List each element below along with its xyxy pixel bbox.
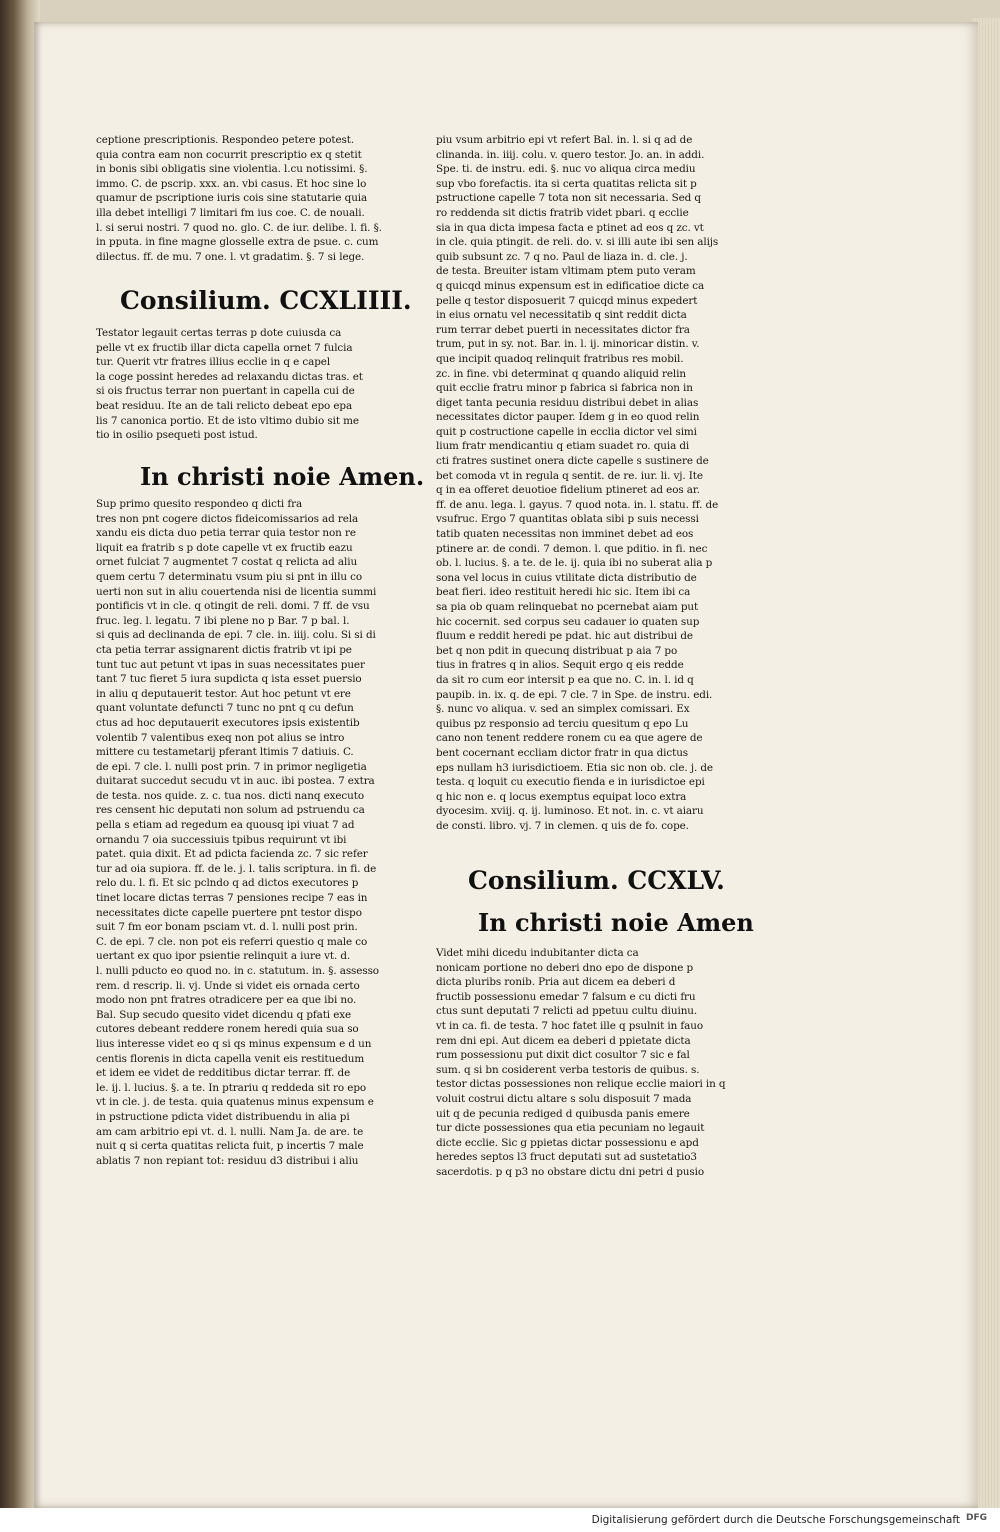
text-line: C. de epi. 7 cle. non pot eis referri questio q male co bbox=[96, 935, 368, 948]
text-line: de consti. libro. vj. 7 in clemen. q uis de fo. cope. bbox=[436, 819, 689, 832]
text-line: §. nunc vo aliqua. v. sed an simplex comissari. Ex bbox=[436, 703, 690, 716]
text-line: quant voluntate defuncti 7 tunc no pnt q cu defun bbox=[96, 702, 354, 715]
text-line: Bal. Sup secudo quesito videt dicendu q pfati exe bbox=[96, 1008, 352, 1021]
text-line: uerti non sut in aliu couertenda nisi de licentia summi bbox=[96, 585, 377, 598]
text-line: tio in osilio psequeti post istud. bbox=[96, 429, 258, 442]
text-line: zc. in fine. vbi determinat q quando aliquid relin bbox=[436, 367, 686, 380]
text-line: xandu eis dicta duo petia terrar quia testor non re bbox=[96, 527, 356, 540]
text-line: trum, put in sy. not. Bar. in. l. ij. minoricar distin. v. bbox=[436, 338, 700, 351]
text-line: tur. Querit vtr fratres illius ecclie in q e capel bbox=[96, 356, 331, 369]
text-line: rem dni epi. Aut dicem ea deberi d ppietate dicta bbox=[436, 1034, 691, 1047]
text-line: relo du. l. fi. Et sic pclndo q ad dictos executores p bbox=[96, 877, 359, 890]
text-line: que incipit quadoq relinquit fratribus res mobil. bbox=[436, 352, 684, 365]
text-line: sa pia ob quam relinquebat no pcernebat aiam put bbox=[436, 601, 699, 613]
left-column-response-text bbox=[96, 497, 390, 1180]
text-line: tunt tuc aut petunt vt ipas in suas necessitates puer bbox=[96, 658, 365, 671]
text-line: vt in ca. fi. de testa. 7 hoc fatet ille q psulnit in fauo bbox=[436, 1019, 704, 1032]
text-line: vsufruc. Ergo 7 quantitas oblata sibi p suis necessi bbox=[436, 513, 699, 526]
text-line: pella s etiam ad regedum ea quousq ipi viuat 7 ad bbox=[96, 819, 355, 832]
text-line: sacerdotis. p q p3 no obstare dictu dni petri d pusio bbox=[436, 1165, 704, 1178]
text-line: uit q de pecunia rediged d quibusda panis emere bbox=[436, 1107, 690, 1120]
text-line: in pputa. in fine magne glosselle extra de psue. c. cum bbox=[96, 236, 379, 249]
text-line: Sup primo quesito respondeo q dicti fra bbox=[96, 498, 303, 510]
text-line: suit 7 fm eor bonam psciam vt. d. l. nulli post prin. bbox=[96, 921, 358, 934]
text-line: heredes septos l3 fruct deputati sut ad sustetatio3 bbox=[436, 1151, 697, 1164]
text-line: uertant ex quo ipor psientie relinquit a iure vt. d. bbox=[96, 950, 351, 963]
text-line: am cam arbitrio epi vt. d. l. nulli. Nam Ja. de are. te bbox=[96, 1125, 364, 1138]
text-line: rem. d rescrip. li. vj. Unde si videt eis ornada certo bbox=[96, 979, 360, 992]
text-line: quit p costructione capelle in ecclia dictor vel simi bbox=[436, 425, 697, 438]
text-line: mittere cu testametarij pferant ltimis 7 datiuis. C. bbox=[96, 746, 354, 759]
text-line: quit ecclie fratru minor p fabrica si fabrica non in bbox=[436, 382, 693, 395]
text-line: res censent hic deputati non solum ad pstruendu ca bbox=[96, 804, 365, 817]
left-consilium-heading: Consilium. CCXLIIII. bbox=[120, 286, 412, 315]
text-line: tres non pnt cogere dictos fideicomissarios ad rela bbox=[96, 512, 359, 525]
text-line: ptinere ar. de condi. 7 demon. l. que pditio. in fi. nec bbox=[436, 542, 708, 555]
text-line: in pstructione pdicta videt distribuendu in alia pi bbox=[96, 1110, 350, 1123]
text-line: si quis ad declinanda de epi. 7 cle. in. iiij. colu. Si si di bbox=[96, 629, 376, 642]
text-line: si ois fructus terrar non puertant in capella cui de bbox=[96, 385, 355, 398]
text-line: vt in cle. j. de testa. quia quatenus minus expensum e bbox=[96, 1096, 374, 1109]
left-invocation-heading: In christi noie Amen. bbox=[140, 462, 425, 491]
text-line: tinet locare dictas terras 7 pensiones recipe 7 eas in bbox=[96, 892, 368, 905]
text-line: necessitates dictor pauper. Idem g in eo quod relin bbox=[436, 411, 700, 424]
text-line: q quicqd minus expensum est in edificatioe dicte ca bbox=[436, 279, 705, 292]
text-line: dicte ecclie. Sic g ppietas dictar possessionu e apd bbox=[436, 1136, 699, 1149]
text-line: da sit ro cum eor intersit p ea que no. C. in. l. id q bbox=[436, 673, 694, 686]
text-line: dyocesim. xviij. q. ij. luminoso. Et not. in. c. vt aiaru bbox=[436, 805, 704, 818]
text-line: cano non tenent reddere ronem cu ea que agere de bbox=[436, 732, 703, 745]
text-line: ff. de anu. lega. l. gayus. 7 quod nota. in. l. statu. ff. de bbox=[436, 498, 719, 511]
text-line: cutores debeant reddere ronem heredi quia sua so bbox=[96, 1023, 359, 1036]
text-line: q in ea offeret deuotioe fidelium ptineret ad eos ar. bbox=[436, 484, 700, 497]
right-invocation-heading: In christi noie Amen bbox=[478, 908, 754, 937]
text-line: sum. q si bn cosiderent verba testoris de quibus. s. bbox=[436, 1063, 700, 1076]
text-line: quamur de pscriptione iuris cois sine statutarie quia bbox=[96, 192, 368, 205]
text-line: in eius ornatu vel necessitatib q sint reddit dicta bbox=[436, 309, 687, 322]
text-line: ctus sunt deputati 7 relicti ad ppetuu cultu diuinu. bbox=[436, 1005, 698, 1018]
text-line: quem certu 7 determinatu vsum piu si pnt in illu co bbox=[96, 570, 363, 583]
text-line: ornet fulciat 7 augmentet 7 costat q relicta ad aliu bbox=[96, 556, 358, 569]
text-line: Spe. ti. de instru. edi. §. nuc vo aliqua circa mediu bbox=[436, 163, 696, 176]
text-line: duitarat succedut secudu vt in auc. ibi postea. 7 extra bbox=[96, 775, 375, 788]
text-line: centis florenis in dicta capella venit eis restituedum bbox=[96, 1052, 365, 1065]
text-line: in cle. quia ptingit. de reli. do. v. si illi aute ibi sen alijs bbox=[436, 236, 719, 249]
text-line: de testa. Breuiter istam vltimam ptem puto veram bbox=[436, 265, 696, 278]
text-line: de testa. nos quide. z. c. tua nos. dicti nanq executo bbox=[96, 789, 364, 802]
text-line: bet comoda vt in regula q sentit. de re. iur. li. vj. Ite bbox=[436, 469, 703, 482]
text-line: la coge possint heredes ad relaxandu dictas tras. et bbox=[96, 370, 363, 383]
left-column-opening-text bbox=[96, 133, 390, 273]
text-line: ornandu 7 oia successiuis tpibus requirunt vt ibi bbox=[96, 833, 347, 846]
text-line: pelle q testor disposuerit 7 quicqd minus expedert bbox=[436, 294, 698, 307]
text-line: paupib. in. ix. q. de epi. 7 cle. 7 in Spe. de instru. edi. bbox=[436, 688, 713, 701]
text-line: illa debet intelligi 7 limitari fm ius coe. C. de nouali. bbox=[96, 206, 365, 219]
text-line: le. ij. l. lucius. §. a te. In ptrariu q reddeda sit ro epo bbox=[96, 1081, 367, 1094]
text-line: sup vbo forefactis. ita si certa quatitas relicta sit p bbox=[436, 177, 697, 190]
text-line: sia in qua dicta impesa facta e ptinet ad eos q zc. vt bbox=[436, 221, 704, 234]
text-line: ctus ad hoc deputauerit executores ipsis existentib bbox=[96, 716, 360, 729]
right-column-new-consilium-text bbox=[436, 946, 734, 1186]
text-line: ablatis 7 non repiant tot: residuu d3 distribui i aliu bbox=[96, 1154, 359, 1167]
text-line: quib subsunt zc. 7 q no. Paul de liaza in. d. cle. j. bbox=[436, 250, 688, 263]
text-line: tur dicte possessiones qua etia pecuniam no legauit bbox=[436, 1122, 705, 1135]
text-line: ro reddenda sit dictis fratrib videt pbari. q ecclie bbox=[436, 206, 689, 219]
digitization-footer bbox=[0, 1508, 1000, 1532]
text-line: lium fratr mendicantiu q etiam suadet ro. quia di bbox=[436, 440, 690, 453]
text-line: immo. C. de pscrip. xxx. an. vbi casus. Et hoc sine lo bbox=[96, 177, 367, 190]
text-line: hic cocernit. sed corpus seu cadauer io quaten sup bbox=[436, 615, 700, 628]
text-line: lius interesse videt eo q si qs minus expensum e d un bbox=[96, 1037, 372, 1050]
text-line: dilectus. ff. de mu. 7 one. l. vt gradatim. §. 7 si lege. bbox=[96, 250, 365, 263]
right-consilium-heading: Consilium. CCXLV. bbox=[468, 866, 725, 895]
text-line: liquit ea fratrib s p dote capelle vt ex fructib eazu bbox=[96, 541, 353, 554]
text-line: in bonis sibi obligatis sine violentia. l.cu notissimi. §. bbox=[96, 163, 368, 176]
text-line: quibus pz responsio ad terciu quesitum q epo Lu bbox=[436, 717, 689, 730]
text-line: bet q non pdit in quecunq distribuat p aia 7 po bbox=[436, 644, 678, 657]
text-line: pontificis vt in cle. q otingit de reli. domi. 7 ff. de vsu bbox=[96, 600, 370, 613]
text-line: fluum e reddit heredi pe pdat. hic aut distribui de bbox=[436, 630, 693, 643]
text-line: sona vel locus in cuius vtilitate dicta distributio de bbox=[436, 571, 697, 584]
text-line: cta petia terrar assignarent dictis fratrib vt ipi pe bbox=[96, 643, 352, 656]
text-line: lis 7 canonica portio. Et de isto vltimo dubio sit me bbox=[96, 414, 359, 427]
text-line: testor dictas possessiones non relique ecclie maiori in q bbox=[436, 1078, 726, 1091]
text-line: nonicam portione no deberi dno epo de dispone p bbox=[436, 961, 694, 974]
text-line: volentib 7 valentibus exeq non pot alius se intro bbox=[96, 731, 345, 744]
text-line: et idem ee videt de redditibus dictar terrar. ff. de bbox=[96, 1067, 351, 1080]
dfg-logo: DFG bbox=[966, 1513, 996, 1526]
text-line: quia contra eam non cocurrit prescriptio ex q stetit bbox=[96, 148, 362, 161]
text-line: tatib quaten necessitas non imminet debet ad eos bbox=[436, 528, 694, 541]
text-line: rum possessionu put dixit dict cosultor 7 sic e fal bbox=[436, 1049, 690, 1062]
text-line: de epi. 7 cle. l. nulli post prin. 7 in primor negligetia bbox=[96, 760, 367, 773]
text-line: testa. q loquit cu executio fienda e in iurisdictoe epi bbox=[436, 776, 705, 789]
text-line: fructib possessionu emedar 7 falsum e cu dicti fru bbox=[436, 990, 696, 1003]
text-line: piu vsum arbitrio epi vt refert Bal. in. l. si q ad de bbox=[436, 134, 693, 146]
text-line: fruc. leg. l. legatu. 7 ibi plene no p Bar. 7 p bal. l. bbox=[96, 614, 350, 627]
text-line: bent cocernant eccliam dictor fratr in qua dictus bbox=[436, 746, 689, 759]
text-line: tius in fratres q in alios. Sequit ergo q eis redde bbox=[436, 659, 684, 672]
text-line: rum terrar debet puerti in necessitates dictor fra bbox=[436, 323, 690, 336]
right-column-continued-text bbox=[436, 133, 734, 853]
text-line: clinanda. in. iiij. colu. v. quero testor. Jo. an. in addi. bbox=[436, 148, 705, 161]
text-line: eps nullam h3 iurisdictioem. Etia sic non ob. cle. j. de bbox=[436, 761, 713, 774]
text-line: nuit q si certa quatitas relicta fuit, p incertis 7 male bbox=[96, 1140, 364, 1153]
text-line: modo non pnt fratres otradicere per ea que ibi no. bbox=[96, 994, 357, 1007]
text-line: pstructione capelle 7 tota non sit necessaria. Sed q bbox=[436, 192, 701, 205]
text-line: beat fieri. ideo restituit heredi hic sic. Item ibi ca bbox=[436, 586, 691, 599]
left-column-question-text bbox=[96, 326, 390, 450]
text-line: necessitates dicte capelle puertere pnt testor dispo bbox=[96, 906, 362, 919]
text-line: Videt mihi dicedu indubitanter dicta ca bbox=[436, 947, 639, 959]
text-line: tur ad oia supiora. ff. de le. j. l. talis scriptura. in fi. de bbox=[96, 862, 377, 875]
text-line: dicta pluribs ronib. Pria aut dicem ea deberi d bbox=[436, 976, 676, 989]
text-line: tant 7 tuc fieret 5 iura supdicta q ista esset puersio bbox=[96, 673, 362, 686]
text-line: beat residuu. Ite an de tali relicto debeat epo epa bbox=[96, 399, 353, 412]
text-line: ob. l. lucius. §. a te. de le. ij. quia ibi no suberat alia p bbox=[436, 557, 713, 570]
text-line: in aliu q deputauerit testor. Aut hoc petunt vt ere bbox=[96, 687, 351, 700]
text-line: l. nulli pducto eo quod no. in c. statutum. in. §. assesso bbox=[96, 965, 379, 977]
text-line: Testator legauit certas terras p dote cuiusda ca bbox=[96, 327, 342, 339]
text-line: ceptione prescriptionis. Respondeo petere potest. bbox=[96, 134, 355, 146]
footer-credit: Digitalisierung gefördert durch die Deutsche Forschungsgemeinschaft bbox=[591, 1514, 960, 1526]
text-line: pelle vt ex fructib illar dicta capella ornet 7 fulcia bbox=[96, 341, 353, 354]
text-line: l. si serui nostri. 7 quod no. glo. C. de iur. delibe. l. fi. §. bbox=[96, 221, 382, 234]
text-line: diget tanta pecunia residuu distribui debet in alias bbox=[436, 396, 699, 409]
text-line: voluit costrui dictu altare s solu disposuit 7 mada bbox=[436, 1092, 692, 1105]
text-line: patet. quia dixit. Et ad pdicta facienda zc. 7 sic refer bbox=[96, 848, 368, 861]
text-line: q hic non e. q locus exemptus equipat loco extra bbox=[436, 790, 687, 803]
text-line: cti fratres sustinet onera dicte capelle s sustinere de bbox=[436, 455, 709, 468]
